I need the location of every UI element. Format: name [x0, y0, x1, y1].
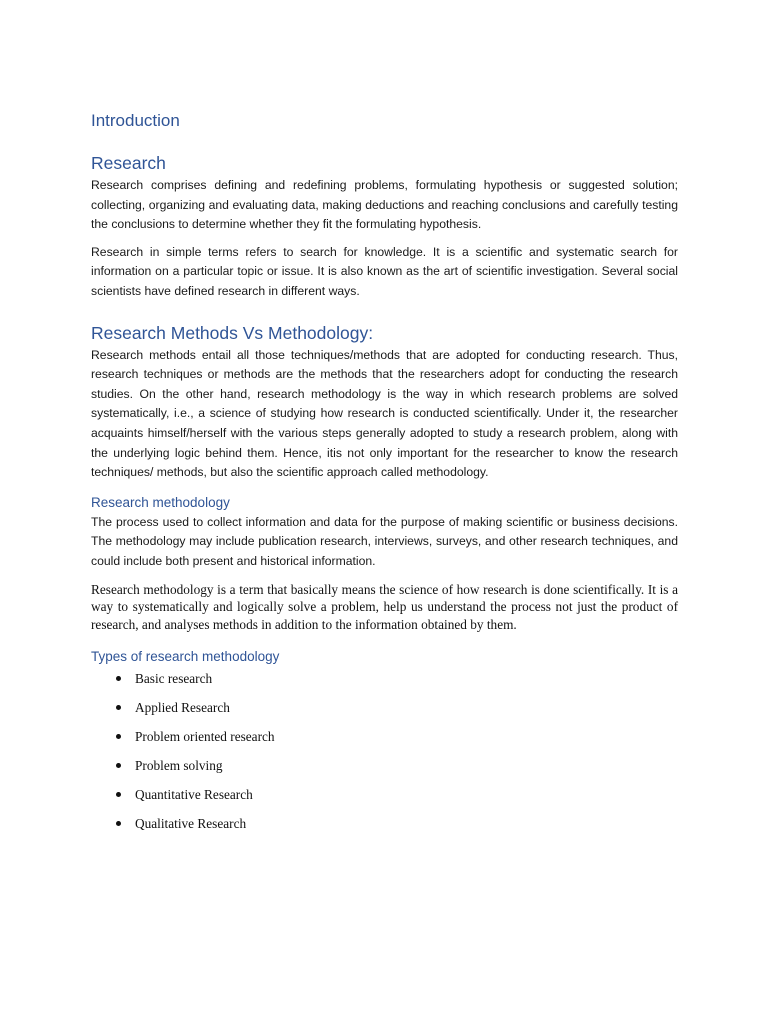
- list-item-label: Applied Research: [135, 700, 230, 715]
- bullet-icon: [116, 763, 121, 768]
- list-item: [91, 785, 678, 814]
- list-item-label: Qualitative Research: [135, 816, 247, 831]
- methodology-serif-paragraph: Research methodology is a term that basically means the science of how research is done scientifically. It is a way to systematically and logically solve a problem, help us understand the process not just the product of research, and analyses methods in addition to the information obtained by them.: [91, 581, 678, 632]
- list-item: [91, 698, 678, 727]
- bullet-icon: [116, 676, 121, 681]
- bullet-icon: [116, 821, 121, 826]
- research-methodology-heading: Research methodology: [91, 494, 230, 510]
- methodology-paragraph: The process used to collect information and data for the purpose of making scientific or business decisions. The methodology may include publication research, interviews, surveys, and other research techniques, and could include both present and historical information.: [91, 514, 678, 568]
- methods-paragraph: Research methods entail all those techniques/methods that are adopted for conducting research. Thus, research techniques or methods are the methods that the researchers adopt for conducting the research studies. On the other hand, research methodology is the way in which research problems are solved systematically, i.e., a science of studying how research is conducted scientifically. Under it, the researcher acquaints himself/herself with the various steps generally adopted to study a research problem, along with the underlying logic behind them. Hence, itis not only important for the researcher to know the research techniques/ methods, but also the scientific approach called methodology.: [91, 347, 678, 480]
- list-item: [91, 756, 678, 785]
- bullet-icon: [116, 792, 121, 797]
- introduction-heading: Introduction: [91, 111, 180, 130]
- list-item: [91, 814, 678, 843]
- bullet-icon: [116, 705, 121, 710]
- bullet-icon: [116, 734, 121, 739]
- document-content: [91, 108, 678, 843]
- list-item: [91, 727, 678, 756]
- list-item-label: Basic research: [135, 671, 213, 686]
- types-list: [91, 669, 678, 843]
- methods-vs-methodology-heading: Research Methods Vs Methodology:: [91, 322, 374, 343]
- types-of-methodology-heading: Types of research methodology: [91, 649, 280, 664]
- list-item-label: Problem oriented research: [135, 729, 275, 744]
- research-paragraph-2: Research in simple terms refers to search for knowledge. It is a scientific and systematic search for information on a particular topic or issue. It is also known as the art of scientific investigation. Several social scientists have defined research in different ways.: [91, 244, 678, 298]
- list-item-label: Problem solving: [135, 758, 223, 773]
- research-heading: Research: [91, 153, 166, 173]
- list-item-label: Quantitative Research: [135, 787, 253, 802]
- list-item: [91, 669, 678, 698]
- research-paragraph-1: Research comprises defining and redefining problems, formulating hypothesis or suggested solution; collecting, organizing and evaluating data, making deductions and reaching conclusions and carefully testing the conclusions to determine whether they fit the formulating hypothesis.: [91, 178, 678, 232]
